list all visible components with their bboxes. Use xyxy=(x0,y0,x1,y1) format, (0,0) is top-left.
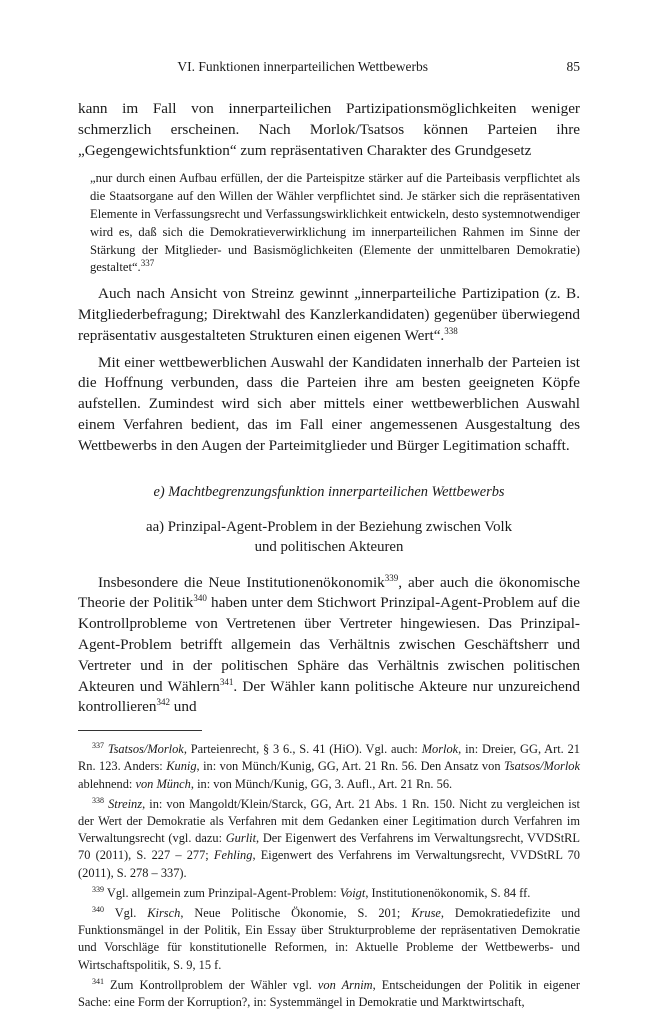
footnote-author: Morlok xyxy=(421,742,459,757)
footnote-author: Streinz xyxy=(108,796,143,811)
footnote-ref-339[interactable]: 339 xyxy=(384,572,399,583)
footnote-text: Vgl. xyxy=(114,905,148,920)
paragraph-4-text-1: Insbesondere die Neue Institutionenökonomik xyxy=(98,573,385,591)
running-head-title: VI. Funktionen innerparteilichen Wettbewerbs xyxy=(177,59,428,74)
footnote-text: , in: von Münch/Kunig, GG, 3. Aufl., Art. 21 Rn. 56. xyxy=(190,776,453,791)
footnote-author: von Arnim xyxy=(317,977,373,992)
footnote-text: ablehnend: xyxy=(78,776,136,791)
footnote-text: , Entscheidungen der Politik in eigener Sache: eine Form der Korruption?, in: Systemmängel in Demokratie und Marktwirtschaft, xyxy=(78,977,580,1009)
paragraph-4-text-3: haben unter dem Stichwort Prinzipal-Agent-Problem auf die Kontrollprobleme von Vertretenen über Vertreter hingewiesen. Das Prinzipal-Agent-Problem betrifft allgemein das Verhältnis zwischen Geschäftsherr und Vertreter und in der politischen Sphäre das Verhältnis zwischen politischen Akteuren und Wählern xyxy=(78,594,580,695)
footnote-text: , Neue Politische Ökonomie, S. 201; xyxy=(180,905,412,920)
footnote-ref-337[interactable]: 337 xyxy=(140,258,155,269)
footnote-text: , in: von Mangoldt/Klein/Starck, GG, Art. 21 Abs. 1 Rn. 150. Nicht zu vergleichen ist der Wert der Demokratie als Verfahren mit dem Gedanken einer Legitimation durch Verfahren im Verwaltungsrecht (vgl. dazu: xyxy=(78,796,580,846)
page-number: 85 xyxy=(566,59,580,74)
footnote-text: , Parteienrecht, § 3 6., S. 41 (HiO). Vgl. auch: xyxy=(183,742,422,757)
paragraph-4-text-5: und xyxy=(169,698,197,716)
footnote-341 xyxy=(78,977,580,1011)
block-quote-text: „nur durch einen Aufbau erfüllen, der die Parteispitze stärker auf die Parteibasis verpflichtet als die Staatsorgane auf den Willen der Wähler verpflichtet sind. Je stärker sich die repräsentativen Elemente in Verfassungsrecht und Verfassungswirklichkeit entwickeln, desto systemnotwendiger wird es, daß sich die Demokratieverwirklichung im innerparteilichen Rahmen im Sinne der Stärkung der Mitglieder- und Basismöglichkeiten (Elemente der unmittelbaren Demokratie) gestaltet“. xyxy=(90,171,580,275)
footnote-338 xyxy=(78,796,580,882)
paragraph-2-text: Auch nach Ansicht von Streinz gewinnt „innerparteiliche Partizipation (z. B. Mitgliederbefragung; Direktwahl des Kanzlerkandidaten) gegenüber überwiegend repräsentativ ausgestalteten Strukturen einen eigenen Wert“. xyxy=(78,285,580,344)
footnote-ref-340[interactable]: 340 xyxy=(193,593,207,604)
footnotes xyxy=(78,741,580,1011)
footnote-text: Vgl. allgemein zum Prinzipal-Agent-Problem: xyxy=(106,885,340,900)
block-quote xyxy=(90,170,580,277)
footnote-number: 337 xyxy=(92,741,104,750)
footnote-author: von Münch xyxy=(135,776,191,791)
footnote-number: 340 xyxy=(92,904,104,914)
footnote-author: Gurlit xyxy=(225,831,257,846)
footnote-text: Zum Kontrollproblem der Wähler vgl. xyxy=(110,977,318,992)
subsection-heading-aa xyxy=(78,517,580,558)
footnote-text: , Eigenwert des Verfahrens im Verwaltungsrecht, VVDStRL 70 (2011), S. 278 – 337). xyxy=(78,848,581,880)
footnote-author: Kirsch xyxy=(147,905,181,920)
footnote-ref-342[interactable]: 342 xyxy=(156,697,170,708)
book-page xyxy=(78,58,580,1014)
paragraph-2 xyxy=(78,284,580,346)
footnote-author: Tsatsos/Morlok xyxy=(107,742,184,757)
footnote-339 xyxy=(78,885,580,902)
footnote-number: 338 xyxy=(92,795,104,805)
running-header xyxy=(78,58,580,76)
paragraph-4-text-4: . Der Wähler kann politische Akteure nur unzureichend kontrollieren xyxy=(78,677,580,716)
footnote-ref-341[interactable]: 341 xyxy=(219,676,234,687)
paragraph-1 xyxy=(78,99,580,161)
section-heading-e: e) Machtbegrenzungsfunktion innerparteilichen Wettbewerbs xyxy=(153,483,505,500)
footnote-author: Voigt xyxy=(339,885,366,900)
paragraph-3 xyxy=(78,353,580,457)
paragraph-1-text: kann im Fall von innerparteilichen Partizipationsmöglichkeiten weniger schmerzlich erscheinen. Nach Morlok/Tsatsos können Parteien ihre „Gegengewichtsfunktion“ zum repräsentativen Charakter des Grundgesetz xyxy=(78,100,580,159)
paragraph-3-text: Mit einer wettbewerblichen Auswahl der Kandidaten innerhalb der Parteien ist die Hoffnung verbunden, dass die Parteien ihre am besten geeigneten Köpfe aufstellen. Zumindest wird sich aber mittels einer wettbewerblichen Auswahl einem Verfahren bedient, das im Fall einer angemessenen Ausgestaltung des Wettbewerbs in den Augen der Parteimitglieder und Bürger Legitimation schafft. xyxy=(78,353,580,454)
subsection-heading-line-2: und politischen Akteuren xyxy=(254,539,404,556)
paragraph-4 xyxy=(78,573,580,719)
footnote-text: , Der Eigenwert des Verfahrens im Verwaltungsrecht, VVDStRL 70 (2011), S. 227 – 277; xyxy=(78,831,580,863)
footnote-author: Tsatsos/Morlok xyxy=(504,759,580,774)
footnote-number: 341 xyxy=(92,976,104,986)
subsection-heading-line-1: aa) Prinzipal-Agent-Problem in der Beziehung zwischen Volk xyxy=(146,518,512,535)
footnote-author: Kruse xyxy=(411,905,441,920)
footnote-text: , in: von Münch/Kunig, GG, Art. 21 Rn. 56. Den Ansatz von xyxy=(196,759,504,774)
footnote-separator xyxy=(78,730,202,731)
footnote-author: Fehling xyxy=(213,848,253,863)
footnote-ref-338[interactable]: 338 xyxy=(444,325,458,336)
footnote-text: , in: Dreier, GG, Art. 21 Rn. 123. Anders: xyxy=(78,742,580,774)
footnote-340 xyxy=(78,905,580,974)
footnote-text: , Institutionenökonomik, S. 84 ff. xyxy=(365,885,531,900)
footnote-author: Kunig xyxy=(166,759,197,774)
footnote-number: 339 xyxy=(92,884,104,894)
footnote-text: , Demokratiedefizite und Funktionsmängel in der Politik, Ein Essay über Strukturprobleme der repräsentativen Demokratie und Vorschläge für konstitutionelle Reformen, in: Aktuelle Probleme der Wettbewerbs- und Wirtschaftspolitik, S. 9, 15 f. xyxy=(78,905,581,972)
footnote-337 xyxy=(78,741,580,793)
paragraph-4-text-2: , aber auch die ökonomische Theorie der Politik xyxy=(78,573,580,612)
